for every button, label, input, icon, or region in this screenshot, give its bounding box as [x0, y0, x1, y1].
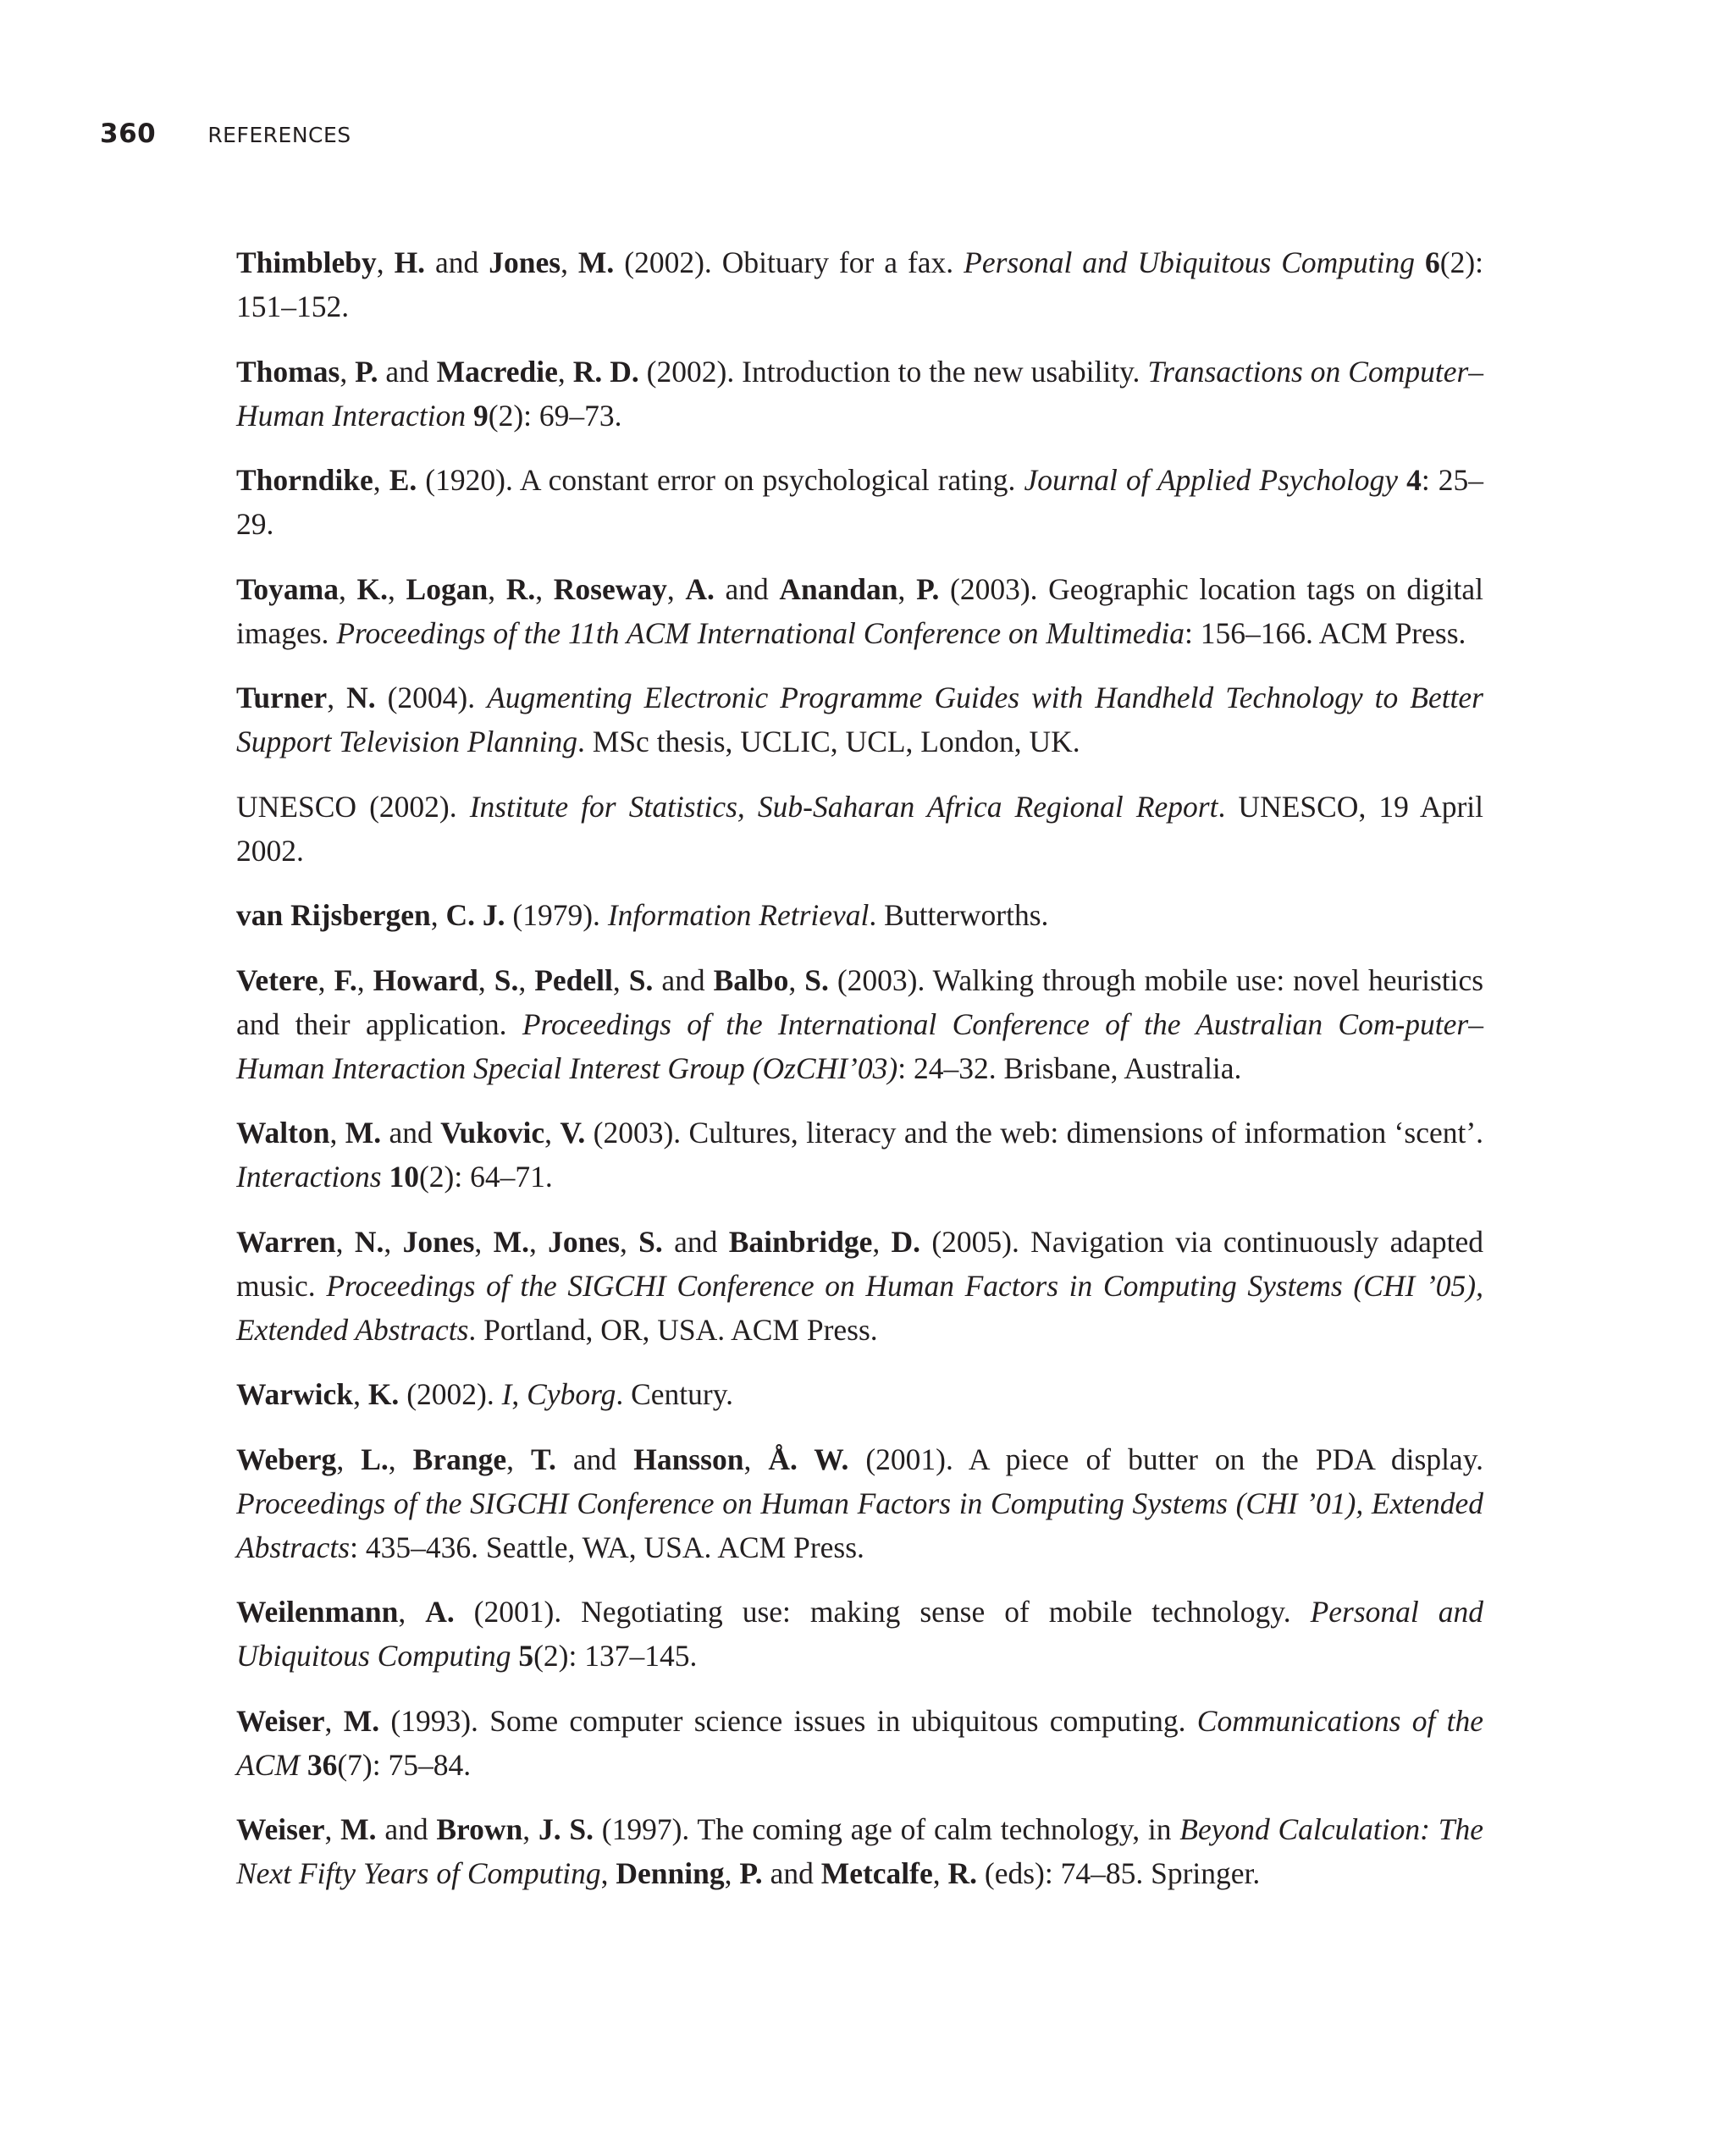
reference-entry [236, 350, 1483, 438]
author-or-volume: Weberg [236, 1442, 337, 1476]
publication-title: Cyborg [527, 1377, 616, 1411]
publication-title: Communications of the ACM [236, 1703, 1484, 1782]
reference-text: , [384, 1224, 403, 1259]
author-or-volume: Weiser [236, 1812, 325, 1846]
reference-text: , [373, 463, 389, 497]
author-or-volume: 9 [473, 398, 489, 433]
reference-entry [236, 1220, 1483, 1352]
reference-text [300, 1748, 307, 1782]
reference-text: , [488, 571, 506, 606]
author-or-volume: N. [354, 1224, 384, 1259]
publication-title: Proceedings of the SIGCHI Conference on Human Factors in Computing Systems (CHI ’05), Extended Abstracts [236, 1268, 1483, 1347]
reference-text: and [376, 1812, 437, 1846]
reference-text: , [398, 1595, 426, 1629]
author-or-volume: M. [493, 1224, 529, 1259]
reference-text: and [425, 245, 489, 279]
author-or-volume: Pedell [534, 962, 613, 997]
reference-entry [236, 893, 1483, 937]
reference-text: , [478, 962, 494, 997]
reference-text [1415, 245, 1425, 279]
reference-entry [236, 458, 1483, 546]
reference-text: (2002). Obituary for a fax. [614, 245, 964, 279]
reference-text: : 24–32. Brisbane, Australia. [897, 1050, 1242, 1085]
reference-text: , [535, 571, 554, 606]
reference-entry [236, 1372, 1483, 1416]
reference-text: , [528, 1224, 549, 1259]
author-or-volume: Walton [236, 1116, 330, 1150]
reference-text: , [388, 571, 406, 606]
author-or-volume: S. [804, 962, 829, 997]
publication-title: Proceedings of the SIGCHI Conference on Human Factors in Computing Systems (CHI ’01), Extended Abstracts [236, 1486, 1483, 1564]
reference-text: , [619, 1224, 639, 1259]
publication-title: Transactions on Computer–Human Interaction [236, 354, 1484, 433]
author-or-volume: E. [389, 463, 417, 497]
author-or-volume: Metcalfe [820, 1856, 933, 1890]
author-or-volume: M. [345, 1116, 382, 1150]
reference-text: (1979). [505, 898, 608, 932]
reference-text [1398, 463, 1406, 497]
author-or-volume: S. [494, 962, 519, 997]
author-or-volume: K. [367, 1377, 400, 1411]
author-or-volume: Howard [373, 962, 478, 997]
reference-text: . Portland, OR, USA. ACM Press. [468, 1312, 878, 1347]
publication-title: I [501, 1377, 512, 1411]
reference-text [511, 1639, 518, 1673]
reference-entry [236, 240, 1483, 328]
reference-text: (2): 137–145. [533, 1639, 698, 1673]
reference-text: , [518, 962, 535, 997]
reference-text: and [762, 1856, 821, 1890]
author-or-volume: D. [891, 1224, 921, 1259]
author-or-volume: Vetere [236, 962, 318, 997]
reference-text: , [324, 1703, 344, 1738]
reference-entry [236, 958, 1483, 1090]
reference-text: , [336, 1442, 362, 1476]
author-or-volume: 10 [389, 1160, 419, 1194]
publication-title: Information Retrieval [607, 898, 870, 932]
author-or-volume: R. [947, 1856, 978, 1890]
author-or-volume: 36 [306, 1747, 338, 1782]
reference-text: , [872, 1224, 892, 1259]
reference-text [466, 399, 473, 433]
author-or-volume: Warwick [236, 1377, 354, 1411]
author-or-volume: Weiser [236, 1703, 325, 1738]
publication-title: Proceedings of the 11th ACM International Conference on Multimedia [336, 615, 1185, 650]
author-or-volume: 5 [518, 1639, 534, 1673]
author-or-volume: Brange [412, 1442, 507, 1476]
author-or-volume: M. [343, 1703, 380, 1738]
author-or-volume: Logan [406, 571, 489, 606]
reference-text: (2): 69–73. [488, 398, 622, 433]
publication-title: Institute for Statistics, Sub-Saharan Africa Regional Report [469, 789, 1218, 824]
reference-text: , [506, 1442, 531, 1476]
reference-text: , [327, 681, 347, 714]
reference-entry [236, 567, 1483, 655]
author-or-volume: H. [394, 245, 426, 279]
author-or-volume: L. [361, 1442, 389, 1476]
reference-text: . Butterworths. [869, 898, 1049, 932]
reference-text: (2002). Introduction to the new usability. [638, 354, 1148, 389]
author-or-volume: A. [425, 1595, 455, 1629]
author-or-volume: V. [560, 1116, 586, 1150]
author-or-volume: S. [628, 962, 654, 997]
author-or-volume: Å. W. [768, 1442, 849, 1476]
author-or-volume: Jones [402, 1224, 475, 1259]
reference-list [236, 240, 1483, 1916]
reference-text: (2003). Geographic location tags on digital images. [236, 571, 1484, 650]
reference-text: (eds): 74–85. Springer. [977, 1856, 1261, 1890]
reference-entry [236, 1807, 1483, 1895]
reference-text: , [353, 1377, 368, 1411]
reference-text: . MSc thesis, UCLIC, UCL, London, UK. [577, 725, 1080, 758]
author-or-volume: J. S. [538, 1812, 594, 1846]
reference-text: . Century. [616, 1377, 734, 1411]
reference-entry [236, 1111, 1483, 1199]
author-or-volume: M. [577, 245, 615, 279]
author-or-volume: Balbo [713, 962, 789, 997]
author-or-volume: Weilenmann [236, 1595, 399, 1629]
running-title: REFERENCES [207, 123, 351, 147]
reference-entry [236, 1437, 1483, 1569]
reference-text: , [329, 1116, 345, 1150]
reference-text: , [666, 571, 686, 606]
author-or-volume: Thimbleby [236, 245, 377, 279]
page-number: 360 [100, 119, 157, 149]
reference-text: (2005). Navigation via continuously adapted music. [236, 1224, 1484, 1303]
reference-text: (2): 151–152. [236, 245, 1484, 323]
reference-text: (2): 64–71. [418, 1160, 553, 1194]
reference-text: (2001). Negotiating use: making sense of mobile technology. [454, 1595, 1311, 1629]
author-or-volume: 4 [1406, 463, 1422, 497]
reference-text: , [897, 571, 917, 606]
publication-title: Personal and Ubiquitous Computing [236, 1595, 1483, 1673]
author-or-volume: Roseway [553, 571, 667, 606]
reference-text: (2002). [399, 1377, 502, 1411]
reference-text: : 25–29. [236, 463, 1483, 541]
publication-title: Proceedings of the International Conference of the Australian Com-puter–Human Interaction Special Interest Group (OzCHI’03) [236, 1006, 1483, 1085]
running-header [100, 119, 351, 149]
reference-text: , [335, 1224, 355, 1259]
reference-text: and [555, 1442, 634, 1476]
reference-entry [236, 675, 1483, 764]
author-or-volume: N. [346, 681, 376, 714]
author-or-volume: Hansson [633, 1442, 744, 1476]
reference-text: , [474, 1224, 494, 1259]
reference-text: , [612, 962, 629, 997]
author-or-volume: Denning [616, 1856, 725, 1890]
author-or-volume: A. [685, 571, 715, 606]
reference-entry [236, 785, 1483, 873]
reference-text: and [378, 354, 437, 389]
reference-text: , [544, 1116, 561, 1150]
author-or-volume: Warren [236, 1224, 336, 1259]
author-or-volume: S. [638, 1224, 663, 1259]
reference-text: (1993). Some computer science issues in ubiquitous computing. [379, 1703, 1197, 1738]
reference-text: , [724, 1856, 740, 1890]
reference-text: , [788, 962, 805, 997]
author-or-volume: R. [505, 571, 536, 606]
author-or-volume: Brown [436, 1812, 523, 1846]
reference-text: , [932, 1856, 948, 1890]
author-or-volume: 6 [1425, 245, 1440, 279]
author-or-volume: P. [916, 571, 940, 606]
reference-text: (2003). Cultures, literacy and the web: dimensions of information ‘scent’. [585, 1116, 1484, 1150]
author-or-volume: Thorndike [236, 463, 373, 497]
reference-text: (7): 75–84. [337, 1747, 472, 1782]
reference-text: UNESCO (2002). [236, 789, 470, 824]
author-or-volume: R. D. [572, 354, 639, 389]
reference-text: (2001). A piece of butter on the PDA display. [848, 1442, 1484, 1476]
publication-title: Journal of Applied Psychology [1024, 463, 1399, 497]
author-or-volume: Toyama [236, 571, 339, 606]
author-or-volume: Vukovic [440, 1116, 545, 1150]
reference-text: (2003). Walking through mobile use: novel heuristics and their application. [236, 962, 1484, 1041]
author-or-volume: Macredie [436, 354, 558, 389]
reference-text: , [318, 962, 334, 997]
reference-text: , [376, 245, 395, 279]
author-or-volume: M. [340, 1812, 377, 1846]
reference-text: (1997). The coming age of calm technology, in [593, 1812, 1180, 1846]
reference-text: , [511, 1377, 527, 1411]
author-or-volume: Jones [489, 245, 561, 279]
reference-text: , [388, 1442, 413, 1476]
author-or-volume: P. [355, 354, 378, 389]
reference-text: (1920). A constant error on psychological rating. [417, 463, 1024, 497]
reference-text: . UNESCO, 19 April 2002. [236, 789, 1483, 868]
reference-entry [236, 1590, 1483, 1678]
reference-text: , [557, 354, 573, 389]
reference-text: and [653, 962, 714, 997]
reference-text: and [381, 1116, 441, 1150]
author-or-volume: C. J. [445, 898, 505, 932]
reference-text: , [522, 1812, 538, 1846]
author-or-volume: Bainbridge [728, 1224, 873, 1259]
reference-text: and [662, 1224, 729, 1259]
author-or-volume: T. [530, 1442, 556, 1476]
reference-text: : 435–436. Seattle, WA, USA. ACM Press. [350, 1530, 864, 1564]
author-or-volume: Anandan [779, 571, 898, 606]
reference-text: , [561, 245, 578, 279]
reference-text: , [600, 1856, 616, 1890]
reference-entry [236, 1699, 1483, 1787]
publication-title: Personal and Ubiquitous Computing [964, 245, 1416, 279]
reference-text: (2004). [375, 681, 488, 714]
author-or-volume: F. [334, 962, 357, 997]
reference-text: , [430, 898, 446, 932]
publication-title: Interactions [236, 1160, 382, 1194]
reference-text: , [339, 571, 357, 606]
publication-title: Beyond Calculation: The Next Fifty Years of Computing [236, 1812, 1483, 1890]
author-or-volume: van Rijsbergen [236, 898, 431, 932]
author-or-volume: Turner [236, 681, 328, 714]
reference-text: : 156–166. ACM Press. [1185, 615, 1466, 650]
reference-text: , [340, 354, 356, 389]
reference-text: , [356, 962, 373, 997]
reference-text: , [324, 1812, 341, 1846]
author-or-volume: K. [356, 571, 389, 606]
publication-title: Augmenting Electronic Programme Guides with Handheld Technology to Better Support Television Planning [236, 681, 1483, 758]
reference-text: , [743, 1442, 769, 1476]
author-or-volume: Jones [548, 1224, 620, 1259]
author-or-volume: P. [739, 1856, 763, 1890]
reference-text: and [714, 571, 780, 606]
author-or-volume: Thomas [236, 354, 340, 389]
